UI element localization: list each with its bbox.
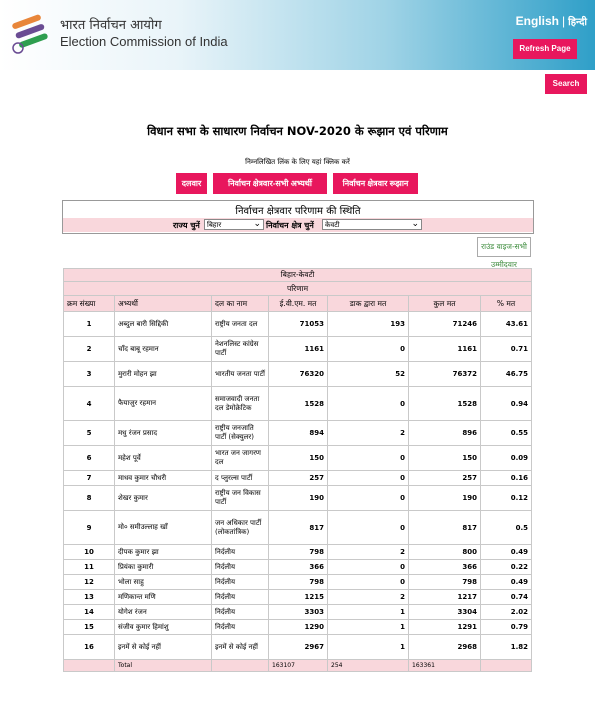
table-row [64,605,532,620]
selector-row [63,218,533,232]
party-name: नेशनलिस्ट कांग्रेस पार्टी [212,337,269,362]
results-table [63,268,532,672]
total-row [64,660,532,672]
postal-votes: 1 [328,605,409,620]
total-evm: 163107 [269,660,328,672]
roundwise-all-candidates-button[interactable]: राउंड वाइज-सभी उम्मीदवार [477,237,531,257]
total-votes: 150 [409,446,481,471]
vote-percent: 46.75 [481,362,532,387]
vote-percent: 0.49 [481,575,532,590]
party-name: द प्लुरल्स पार्टी [212,471,269,486]
vote-percent: 43.61 [481,312,532,337]
party-name: इनमें से कोई नहीं [212,635,269,660]
vote-percent: 0.09 [481,446,532,471]
evm-votes: 76320 [269,362,328,387]
table-row [64,337,532,362]
state-label: राज्य चुनें [173,221,200,230]
constituency-select-value: केवटी [325,221,340,229]
language-switcher [516,14,587,28]
evm-votes: 3303 [269,605,328,620]
total-votes: 366 [409,560,481,575]
evm-votes: 1528 [269,387,328,421]
table-row [64,590,532,605]
search-button[interactable]: Search [545,74,587,94]
postal-votes: 0 [328,511,409,545]
constituency-select[interactable] [322,219,422,230]
postal-votes: 193 [328,312,409,337]
candidate-name: इनमें से कोई नहीं [115,635,212,660]
col-header-total-votes: कुल मत [409,296,481,312]
total-votes: 1528 [409,387,481,421]
evm-votes: 190 [269,486,328,511]
party-name: समाजवादी जनता दल डेमोक्रेटिक [212,387,269,421]
vote-percent: 0.12 [481,486,532,511]
serial-number: 15 [64,620,115,635]
party-name: राष्ट्रीय जनता दल [212,312,269,337]
vote-percent: 0.74 [481,590,532,605]
col-header-party: दल का नाम [212,296,269,312]
evm-votes: 71053 [269,312,328,337]
serial-number: 12 [64,575,115,590]
language-separator: | [561,14,566,28]
table-row [64,575,532,590]
serial-number: 10 [64,545,115,560]
postal-votes: 0 [328,337,409,362]
total-votes: 257 [409,471,481,486]
evm-votes: 817 [269,511,328,545]
eci-logo-icon [10,8,52,58]
table-row [64,421,532,446]
table-row [64,387,532,421]
results-subcaption: परिणाम [64,282,532,296]
col-header-evm-votes: ई.वी.एम. मत [269,296,328,312]
col-header-vote-percent: % मत [481,296,532,312]
total-votes: 76372 [409,362,481,387]
candidate-name: माधव कुमार चौधरी [115,471,212,486]
serial-number: 8 [64,486,115,511]
serial-number: 1 [64,312,115,337]
party-name: निर्दलीय [212,575,269,590]
col-header-serial: क्रम संख्या [64,296,115,312]
partywise-button[interactable]: दलवार [176,173,207,194]
constituencywise-trends-button[interactable]: निर्वाचन क्षेत्रवार रूझान [333,173,418,194]
table-row [64,511,532,545]
state-select[interactable] [204,219,264,230]
total-votes: 798 [409,575,481,590]
hindi-link[interactable]: हिन्दी [568,17,587,28]
evm-votes: 2967 [269,635,328,660]
postal-votes: 0 [328,486,409,511]
party-name: भारतीय जनता पार्टी [212,362,269,387]
total-votes: 163361 [409,660,481,672]
vote-percent: 0.55 [481,421,532,446]
evm-votes: 366 [269,560,328,575]
vote-percent: 0.94 [481,387,532,421]
table-row [64,486,532,511]
postal-votes: 1 [328,620,409,635]
postal-votes: 2 [328,421,409,446]
postal-votes: 0 [328,575,409,590]
state-select-value: बिहार [207,221,222,229]
serial-number: 2 [64,337,115,362]
total-votes: 3304 [409,605,481,620]
vote-percent: 0.71 [481,337,532,362]
constituency-label: निर्वाचन क्षेत्र चुनें [266,221,314,230]
serial-number: 11 [64,560,115,575]
serial-number: 3 [64,362,115,387]
total-votes: 71246 [409,312,481,337]
party-name: निर्दलीय [212,545,269,560]
evm-votes: 798 [269,575,328,590]
vote-percent: 2.02 [481,605,532,620]
candidate-name: योगेश रंजन [115,605,212,620]
total-votes: 2968 [409,635,481,660]
total-votes: 800 [409,545,481,560]
serial-number: 9 [64,511,115,545]
postal-votes: 1 [328,635,409,660]
vote-percent: 0.49 [481,545,532,560]
party-name: राष्ट्रीय जन विकास पार्टी [212,486,269,511]
serial-number: 13 [64,590,115,605]
english-link[interactable]: English [515,14,559,28]
constituency-caption: बिहार-केवटी [64,269,532,282]
evm-votes: 1161 [269,337,328,362]
constituencywise-all-candidates-button[interactable]: निर्वाचन क्षेत्रवार-सभी अभ्यर्थी [213,173,327,194]
candidate-name: संजीव कुमार हिमांशु [115,620,212,635]
candidate-name: फैयाजुर रहमान [115,387,212,421]
evm-votes: 798 [269,545,328,560]
candidate-name: भोला साहु [115,575,212,590]
site-header [0,0,595,70]
serial-number: 7 [64,471,115,486]
party-name: राष्ट्रीय जनजाति पार्टी (सेक्युलर) [212,421,269,446]
table-row [64,312,532,337]
col-header-candidate: अभ्यर्थी [115,296,212,312]
candidate-name: चाँद बाबू रहमान [115,337,212,362]
candidate-name: दीपक कुमार झा [115,545,212,560]
party-name: निर्दलीय [212,560,269,575]
evm-votes: 257 [269,471,328,486]
table-row [64,362,532,387]
total-postal: 254 [328,660,409,672]
table-row [64,545,532,560]
serial-number: 5 [64,421,115,446]
total-votes: 896 [409,421,481,446]
col-header-postal-votes: डाक द्वारा मत [328,296,409,312]
party-name: जन अधिकार पार्टी (लोकतांत्रिक) [212,511,269,545]
party-name: निर्दलीय [212,605,269,620]
candidate-name: मो० समीउल्लाह खाँ [115,511,212,545]
total-spacer [64,660,115,672]
table-row [64,635,532,660]
vote-percent: 0.16 [481,471,532,486]
vote-percent: 0.22 [481,560,532,575]
postal-votes: 52 [328,362,409,387]
selector-title: निर्वाचन क्षेत्रवार परिणाम की स्थिति [235,206,361,217]
postal-votes: 2 [328,545,409,560]
constituency-selector-panel [62,200,534,234]
refresh-page-button[interactable]: Refresh Page [513,39,577,59]
candidate-name: मुरारी मोहन झा [115,362,212,387]
candidate-name: अब्दुल बारी सिद्दिकी [115,312,212,337]
postal-votes: 0 [328,387,409,421]
candidate-name: मणिकान्त मणि [115,590,212,605]
candidate-name: मधु रंजन प्रसाद [115,421,212,446]
page-title: विधान सभा के साधारण निर्वाचन NOV-2020 के रूझान एवं परिणाम [147,124,448,138]
total-votes: 1291 [409,620,481,635]
serial-number: 4 [64,387,115,421]
total-votes: 190 [409,486,481,511]
postal-votes: 0 [328,560,409,575]
serial-number: 6 [64,446,115,471]
evm-votes: 1290 [269,620,328,635]
table-row [64,471,532,486]
vote-percent: 0.79 [481,620,532,635]
org-name-hindi: भारत निर्वाचन आयोग [60,18,162,33]
table-row [64,446,532,471]
total-votes: 1217 [409,590,481,605]
serial-number: 16 [64,635,115,660]
total-spacer [212,660,269,672]
total-spacer [481,660,532,672]
evm-votes: 894 [269,421,328,446]
org-name-english: Election Commission of India [60,34,228,49]
total-label: Total [115,660,212,672]
vote-percent: 0.5 [481,511,532,545]
candidate-name: शेखर कुमार [115,486,212,511]
postal-votes: 0 [328,471,409,486]
evm-votes: 150 [269,446,328,471]
vote-percent: 1.82 [481,635,532,660]
evm-votes: 1215 [269,590,328,605]
table-row [64,560,532,575]
candidate-name: महेश पूर्वे [115,446,212,471]
chevron-down-icon: ⌄ [411,219,419,229]
total-votes: 1161 [409,337,481,362]
party-name: निर्दलीय [212,590,269,605]
links-instruction: निम्नलिखित लिंक के लिए यहां क्लिक करें [245,158,350,166]
chevron-down-icon: ⌄ [253,219,261,229]
postal-votes: 0 [328,446,409,471]
postal-votes: 2 [328,590,409,605]
party-name: निर्दलीय [212,620,269,635]
party-name: भारत जन जागरण दल [212,446,269,471]
serial-number: 14 [64,605,115,620]
candidate-name: प्रियंका कुमारी [115,560,212,575]
total-votes: 817 [409,511,481,545]
table-row [64,620,532,635]
